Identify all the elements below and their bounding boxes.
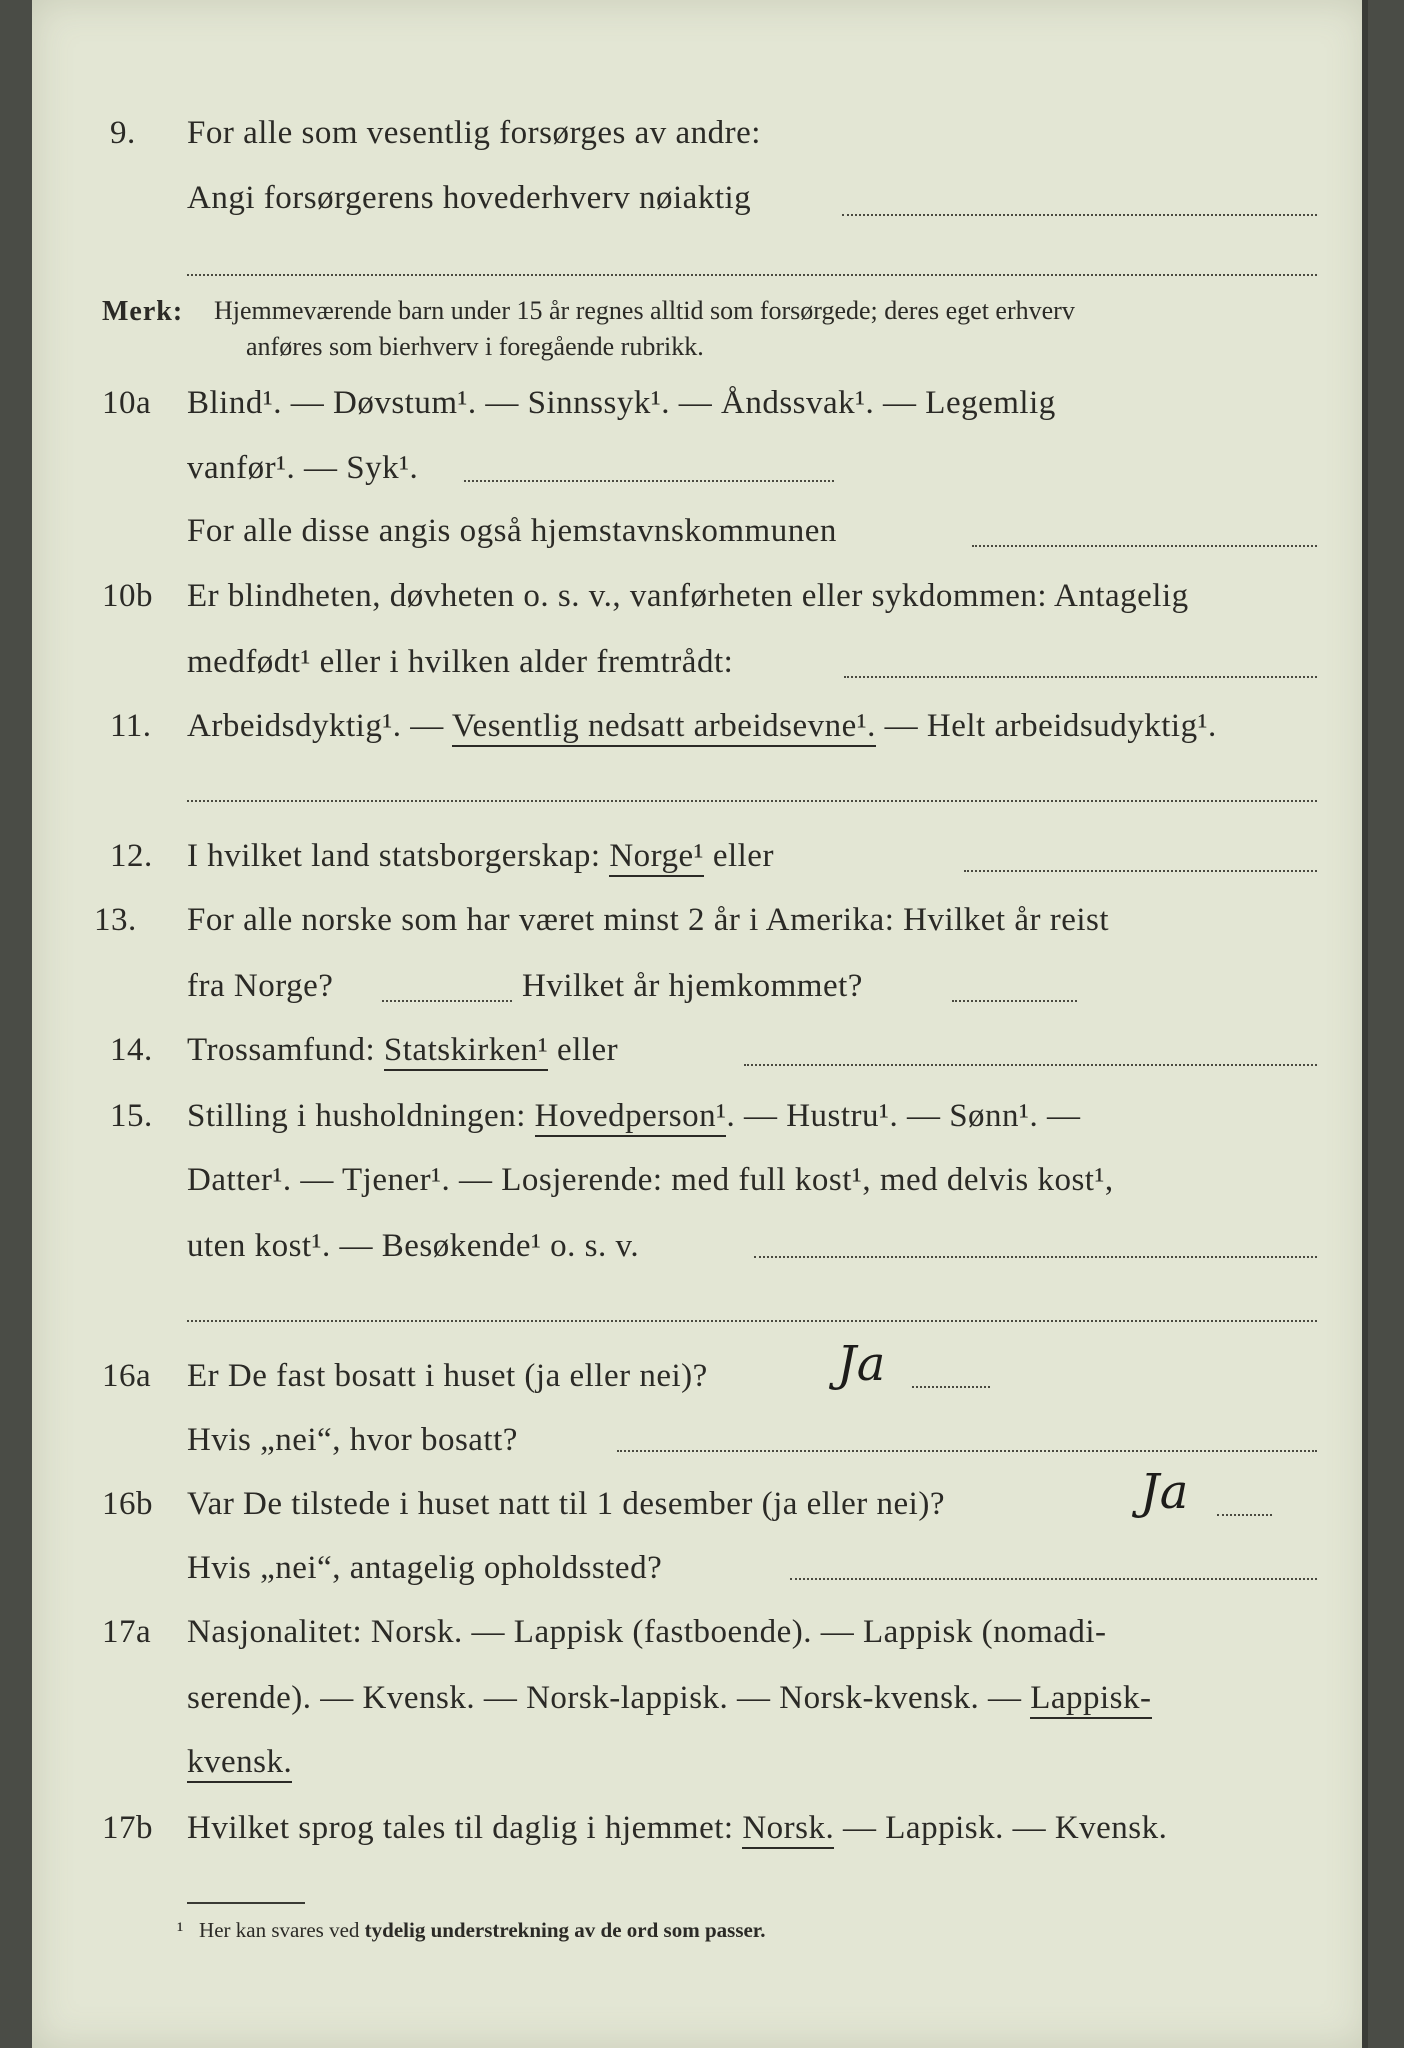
q10a-line1: Blind¹. — Døvstum¹. — Sinnssyk¹. — Åndssvak¹. — Legemlig xyxy=(187,385,1056,421)
q17a-options: serende). — Kvensk. — Norsk-lappisk. — Norsk-kvensk. — xyxy=(187,1680,1031,1716)
q14-label: Trossamfund: xyxy=(187,1032,384,1068)
q10b-row2 xyxy=(32,644,1368,700)
q9-row2 xyxy=(32,180,1368,236)
q13-reist-line xyxy=(382,1000,512,1002)
q17a-line1: Nasjonalitet: Norsk. — Lappisk (fastboende). — Lappisk (nomadi- xyxy=(187,1614,1107,1650)
q17b-other-options: — Lappisk. — Kvensk. xyxy=(834,1810,1168,1846)
q9-row xyxy=(32,115,1368,171)
q17a-number: 17a xyxy=(102,1614,152,1650)
q9-answer-line-1 xyxy=(842,214,1317,216)
q17a-line2 xyxy=(187,1680,1152,1717)
q9-number: 9. xyxy=(110,115,136,151)
q12-answer-line xyxy=(964,870,1317,872)
q9-line1: For alle som vesentlig forsørges av andre: xyxy=(187,115,761,151)
q13-row xyxy=(32,902,1368,958)
q14-text xyxy=(187,1032,618,1069)
q16a-answer-line xyxy=(912,1386,990,1388)
q12-label: I hvilket land statsborgerskap: xyxy=(187,838,610,874)
q10b-number: 10b xyxy=(102,578,153,614)
q15-row2 xyxy=(32,1162,1368,1218)
q17b-norsk-underlined: Norsk. xyxy=(742,1810,834,1849)
q9-answer-line-2 xyxy=(187,274,1317,276)
q15-line3: uten kost¹. — Besøkende¹ o. s. v. xyxy=(187,1228,640,1264)
q10b-line1: Er blindheten, døvheten o. s. v., vanførheten eller sykdommen: Antagelig xyxy=(187,578,1189,614)
q15-answer-line-1 xyxy=(754,1256,1317,1258)
q15-answer-line-2 xyxy=(187,1320,1317,1322)
q14-eller: eller xyxy=(548,1032,619,1068)
q12-text xyxy=(187,838,774,875)
q17a-row2 xyxy=(32,1680,1368,1736)
q10a-answer-line-1 xyxy=(464,480,834,482)
q10a-row3 xyxy=(32,513,1368,569)
merk-label: Merk: xyxy=(102,296,184,327)
q11-number: 11. xyxy=(110,708,152,744)
q10b-answer-line xyxy=(844,676,1317,678)
q17a-row xyxy=(32,1614,1368,1670)
q16b-line1: Var De tilstede i huset natt til 1 desember (ja eller nei)? xyxy=(187,1486,945,1522)
q16b-answer-line xyxy=(1217,1514,1272,1516)
q15-line2: Datter¹. — Tjener¹. — Losjerende: med full kost¹, med delvis kost¹, xyxy=(187,1162,1114,1198)
footnote-rule xyxy=(187,1902,305,1904)
q16a-line1: Er De fast bosatt i huset (ja eller nei)? xyxy=(187,1358,708,1394)
q15-number: 15. xyxy=(110,1098,153,1134)
q17a-line3-wrap xyxy=(187,1744,292,1781)
q14-row xyxy=(32,1032,1368,1088)
footnote-bold-text: tydelig understrekning av de ord som passer. xyxy=(364,1918,766,1942)
q11-text xyxy=(187,708,1217,745)
q13-line1: For alle norske som har været minst 2 år i Amerika: Hvilket år reist xyxy=(187,902,1110,938)
q10a-line3: For alle disse angis også hjemstavnskommunen xyxy=(187,513,837,549)
q11-option-arbeidsdyktig: Arbeidsdyktig¹. — xyxy=(187,708,452,744)
q10a-number: 10a xyxy=(102,385,152,421)
page-edge xyxy=(1362,0,1368,2048)
q16a-line2: Hvis „nei“, hvor bosatt? xyxy=(187,1422,518,1458)
q11-option-udyktig: — Helt arbeidsudyktig¹. xyxy=(875,708,1217,744)
q16a-number: 16a xyxy=(102,1358,152,1394)
q9-line2: Angi forsørgerens hovederhverv nøiaktig xyxy=(187,180,752,216)
q12-eller: eller xyxy=(704,838,774,874)
q10a-answer-line-2 xyxy=(972,545,1317,547)
q17a-row3 xyxy=(32,1744,1368,1800)
footnote-mark: ¹ xyxy=(177,1918,184,1942)
footnote-text: Her kan svares ved xyxy=(199,1918,365,1942)
q11-option-nedsatt-underlined: Vesentlig nedsatt arbeidsevne¹. xyxy=(452,708,876,747)
q16a-handwritten-answer: Ja xyxy=(837,1336,886,1392)
q13-number: 13. xyxy=(94,902,137,938)
q14-answer-line xyxy=(744,1064,1317,1066)
q16b-number: 16b xyxy=(102,1486,153,1522)
q15-other-options: . — Hustru¹. — Sønn¹. — xyxy=(726,1098,1081,1134)
q16b-opholdssted-line xyxy=(790,1578,1317,1580)
q13-hjemkommet-label: Hvilket år hjemkommet? xyxy=(522,968,863,1004)
q10b-line2: medfødt¹ eller i hvilken alder fremtrådt: xyxy=(187,644,734,680)
q13-row2 xyxy=(32,968,1368,1024)
footnote xyxy=(177,1918,765,1943)
q16b-row xyxy=(32,1464,1368,1542)
q12-norge-underlined: Norge¹ xyxy=(609,838,704,877)
q12-number: 12. xyxy=(110,838,153,874)
q13-reist-label: fra Norge? xyxy=(187,968,334,1004)
q16a-row xyxy=(32,1336,1368,1414)
q11-row xyxy=(32,708,1368,764)
q17b-row xyxy=(32,1810,1368,1866)
q10a-row2 xyxy=(32,450,1368,506)
merk-line2: anføres som bierhverv i foregående rubrikk. xyxy=(246,332,704,361)
q10a-row xyxy=(32,385,1368,441)
q10a-line2: vanfør¹. — Syk¹. xyxy=(187,450,419,486)
q15-hovedperson-underlined: Hovedperson¹ xyxy=(535,1098,727,1137)
q11-answer-line xyxy=(187,800,1317,802)
q12-row xyxy=(32,838,1368,894)
q14-number: 14. xyxy=(110,1032,153,1068)
q10b-row xyxy=(32,578,1368,634)
q13-hjemkommet-line xyxy=(952,1000,1077,1002)
q16a-bosatt-line xyxy=(617,1450,1317,1452)
q17a-lappisk-underlined: Lappisk- xyxy=(1030,1680,1151,1719)
q16b-line2: Hvis „nei“, antagelig opholdssted? xyxy=(187,1550,663,1586)
q17b-number: 17b xyxy=(102,1810,153,1846)
q17b-label: Hvilket sprog tales til daglig i hjemmet: xyxy=(187,1810,743,1846)
q15-line1 xyxy=(187,1098,1080,1135)
q14-statskirken-underlined: Statskirken¹ xyxy=(384,1032,548,1071)
merk-line1: Hjemmeværende barn under 15 år regnes alltid som forsørgede; deres eget erhverv xyxy=(214,296,1075,325)
q15-label: Stilling i husholdningen: xyxy=(187,1098,535,1134)
q15-row xyxy=(32,1098,1368,1154)
q16b-handwritten-answer: Ja xyxy=(1140,1464,1189,1520)
q17a-kvensk-underlined: kvensk. xyxy=(187,1744,292,1783)
form-page xyxy=(32,0,1368,2048)
q17b-text xyxy=(187,1810,1167,1847)
